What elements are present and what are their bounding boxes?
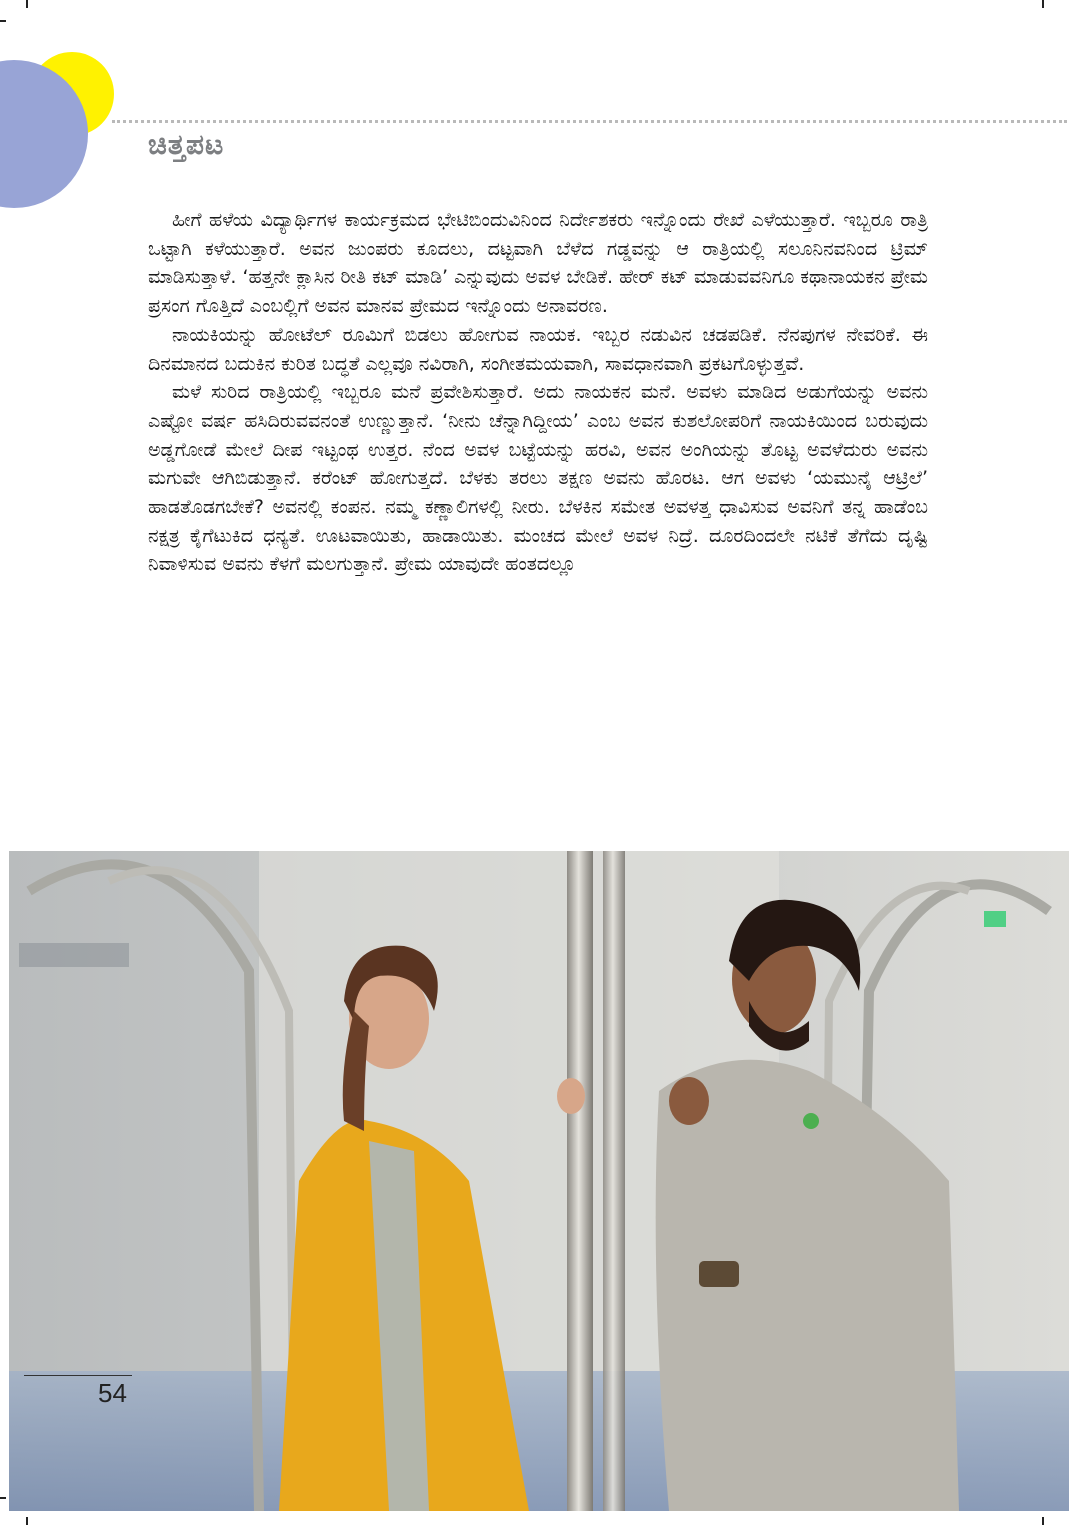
- page-number-rule: [24, 1375, 132, 1376]
- paragraph-3: ಮಳೆ ಸುರಿದ ರಾತ್ರಿಯಲ್ಲಿ ಇಬ್ಬರೂ ಮನೆ ಪ್ರವೇಶಿಸುತ್ತಾರೆ. ಅದು ನಾಯಕನ ಮನೆ. ಅವಳು ಮಾಡಿದ ಅಡುಗೆಯನ್ನು ಅವನು ಎಷ್ಟೋ ವರ್ಷ ಹಸಿದಿರುವವನಂತೆ ಉಣ್ಣುತ್ತಾನೆ. ‘ನೀನು ಚೆನ್ನಾಗಿದ್ದೀಯ’ ಎಂಬ ಅವನ ಕುಶಲೋಪರಿಗೆ ನಾಯಕಿಯಿಂದ ಬರುವುದು ಅಡ್ಡಗೋಡೆ ಮೇಲೆ ದೀಪ ಇಟ್ಟಂಥ ಉತ್ತರ. ನೆಂದ ಅವಳ ಬಟ್ಟೆಯನ್ನು ಹರವಿ, ಅವನ ಅಂಗಿಯನ್ನು ತೊಟ್ಟ ಅವಳೆದುರು ಅವನು ಮಗುವೇ ಆಗಿಬಿಡುತ್ತಾನೆ. ಕರೆಂಟ್ ಹೋಗುತ್ತದೆ. ಬೆಳಕು ತರಲು ತಕ್ಷಣ ಅವನು ಹೊರಟ. ಆಗ ಅವಳು ‘ಯಮುನೈ ಆಟ್ರಿಲೆ’ ಹಾಡತೊಡಗಬೇಕೆ? ಅವನಲ್ಲಿ ಕಂಪನ. ನಮ್ಮ ಕಣ್ಣಾಲಿಗಳಲ್ಲಿ ನೀರು. ಬೆಳಕಿನ ಸಮೇತ ಅವಳತ್ತ ಧಾವಿಸುವ ಅವನಿಗೆ ತನ್ನ ಹಾಡೆಂಬ ನಕ್ಷತ್ರ ಕೈಗೆಟುಕಿದ ಧನ್ಯತೆ. ಊಟವಾಯಿತು, ಹಾಡಾಯಿತು. ಮಂಚದ ಮೇಲೆ ಅವಳ ನಿದ್ರೆ. ದೂರದಿಂದಲೇ ನಟಿಕೆ ತೆಗೆದು ದೃಷ್ಟಿ ನಿವಾಳಿಸುವ ಅವನು ಕೆಳಗೆ ಮಲಗುತ್ತಾನೆ. ಪ್ರೇಮ ಯಾವುದೇ ಹಂತದಲ್ಲೂ: [148, 381, 928, 576]
- crop-mark-left-upper: [0, 20, 6, 22]
- crop-mark-left-lower: [0, 1497, 6, 1499]
- crop-mark-bottom-left: [26, 1517, 28, 1525]
- film-still-illustration: [9, 851, 1069, 1511]
- wrist-watch-icon: [699, 1261, 739, 1287]
- steel-pole-icon: [567, 851, 593, 1511]
- exit-light: [984, 911, 1006, 927]
- paragraph-1: ಹೀಗೆ ಹಳೆಯ ವಿದ್ಯಾರ್ಥಿಗಳ ಕಾರ್ಯಕ್ರಮದ ಭೇಟಿಬಿಂದುವಿನಿಂದ ನಿರ್ದೇಶಕರು ಇನ್ನೊಂದು ರೇಖೆ ಎಳೆಯುತ್ತಾರೆ. ಇಬ್ಬರೂ ರಾತ್ರಿ ಒಟ್ಟಾಗಿ ಕಳೆಯುತ್ತಾರೆ. ಅವನ ಜುಂಪರು ಕೂದಲು, ದಟ್ಟವಾಗಿ ಬೆಳೆದ ಗಡ್ಡವನ್ನು ಆ ರಾತ್ರಿಯಲ್ಲಿ ಸಲೂನಿನವನಿಂದ ಟ್ರಿಮ್ ಮಾಡಿಸುತ್ತಾಳೆ. ‘ಹತ್ತನೇ ಕ್ಲಾಸಿನ ರೀತಿ ಕಟ್ ಮಾಡಿ’ ಎನ್ನುವುದು ಅವಳ ಬೇಡಿಕೆ. ಹೇರ್ ಕಟ್ ಮಾಡುವವನಿಗೂ ಕಥಾನಾಯಕನ ಪ್ರೇಮ ಪ್ರಸಂಗ ಗೊತ್ತಿದೆ ಎಂಬಲ್ಲಿಗೆ ಅವನ ಮಾನವ ಪ್ರೇಮದ ಇನ್ನೊಂದು ಅನಾವರಣ.: [148, 209, 928, 318]
- crop-mark-top-left: [26, 0, 28, 8]
- pendant: [803, 1113, 819, 1129]
- film-still-photo: [9, 851, 1069, 1511]
- crop-mark-bottom-right: [1042, 1517, 1044, 1525]
- header-dotted-rule: [112, 120, 1067, 123]
- article-body: [148, 206, 928, 579]
- woman-hand: [557, 1078, 585, 1114]
- paragraph-2: ನಾಯಕಿಯನ್ನು ಹೋಟೆಲ್ ರೂಮಿಗೆ ಬಿಡಲು ಹೋಗುವ ನಾಯಕ. ಇಬ್ಬರ ನಡುವಿನ ಚಡಪಡಿಕೆ. ನೆನಪುಗಳ ನೇವರಿಕೆ. ಈ ದಿನಮಾನದ ಬದುಕಿನ ಕುರಿತ ಬದ್ಧತೆ ಎಲ್ಲವೂ ನವಿರಾಗಿ, ಸಂಗೀತಮಯವಾಗಿ, ಸಾವಧಾನವಾಗಿ ಪ್ರಕಟಗೊಳ್ಳುತ್ತವೆ.: [148, 323, 928, 375]
- man-hand: [669, 1077, 709, 1125]
- section-title: ಚಿತ್ತಪಟ: [148, 128, 225, 161]
- crop-mark-top-right: [1042, 0, 1044, 8]
- page-number: 54: [98, 1378, 127, 1408]
- steel-pole-2: [603, 851, 625, 1511]
- train-sign-left: [19, 943, 129, 967]
